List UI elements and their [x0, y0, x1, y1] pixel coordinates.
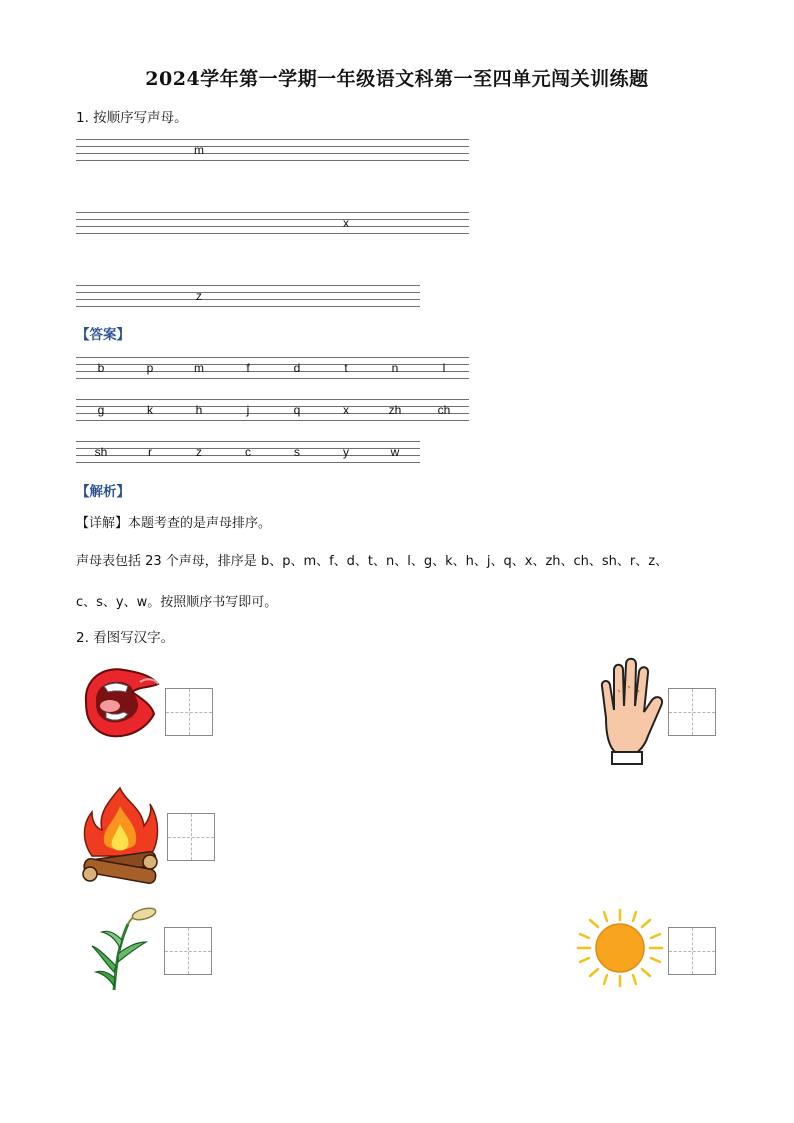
answer-staff-row-1 — [76, 357, 469, 379]
rice-plant-icon — [88, 906, 162, 996]
answer-letter: j — [246, 403, 250, 417]
answer-letter: k — [147, 403, 153, 417]
answer-letter: ch — [437, 403, 451, 417]
writing-box-fire[interactable] — [167, 813, 215, 861]
detail-text: 【详解】本题考查的是声母排序。 — [76, 516, 272, 531]
staff-row-2 — [76, 212, 469, 234]
answer-letter: g — [97, 403, 105, 417]
explanation-line-2: c、s、y、w。按照顺序书写即可。 — [76, 595, 278, 610]
fire-icon — [80, 786, 160, 892]
answer-letter: l — [442, 361, 446, 375]
answer-letter: d — [293, 361, 301, 375]
question-2-prompt: 2. 看图写汉字。 — [76, 630, 175, 646]
answer-letter: r — [148, 445, 152, 459]
answer-letter: w — [390, 445, 400, 459]
answer-letter: q — [293, 403, 301, 417]
writing-box-rice[interactable] — [164, 927, 212, 975]
mouth-icon — [80, 662, 162, 746]
answer-staff-row-2 — [76, 399, 469, 421]
staff-row-3 — [76, 285, 420, 307]
answer-letter: n — [391, 361, 399, 375]
answer-label: 【答案】 — [76, 327, 130, 343]
answer-letter: c — [245, 445, 251, 459]
analysis-label: 【解析】 — [76, 484, 130, 500]
staff-letter: m — [194, 143, 204, 157]
staff-letter: x — [343, 216, 349, 230]
answer-letter: h — [195, 403, 203, 417]
answer-letter: zh — [388, 403, 402, 417]
writing-box-mouth[interactable] — [165, 688, 213, 736]
staff-row-1 — [76, 139, 469, 161]
writing-box-hand[interactable] — [668, 688, 716, 736]
answer-letter: b — [97, 361, 105, 375]
question-1-prompt: 1. 按顺序写声母。 — [76, 110, 188, 126]
answer-letter: s — [294, 445, 300, 459]
answer-letter: y — [343, 445, 349, 459]
answer-letter: f — [246, 361, 250, 375]
hand-icon — [592, 656, 668, 770]
sun-icon — [576, 908, 664, 992]
answer-staff-row-3 — [76, 441, 420, 463]
answer-letter: t — [344, 361, 348, 375]
answer-letter: sh — [94, 445, 108, 459]
staff-letter: z — [196, 289, 202, 303]
answer-letter: z — [196, 445, 202, 459]
answer-letter: m — [194, 361, 204, 375]
explanation-line-1: 声母表包括 23 个声母，排序是 b、p、m、f、d、t、n、l、g、k、h、j、q、x、zh、ch、sh、r、z、 — [76, 554, 669, 569]
writing-box-sun[interactable] — [668, 927, 716, 975]
answer-letter: x — [343, 403, 349, 417]
page-title: 2024学年第一学期一年级语文科第一至四单元闯关训练题 — [145, 68, 649, 90]
answer-letter: p — [146, 361, 154, 375]
